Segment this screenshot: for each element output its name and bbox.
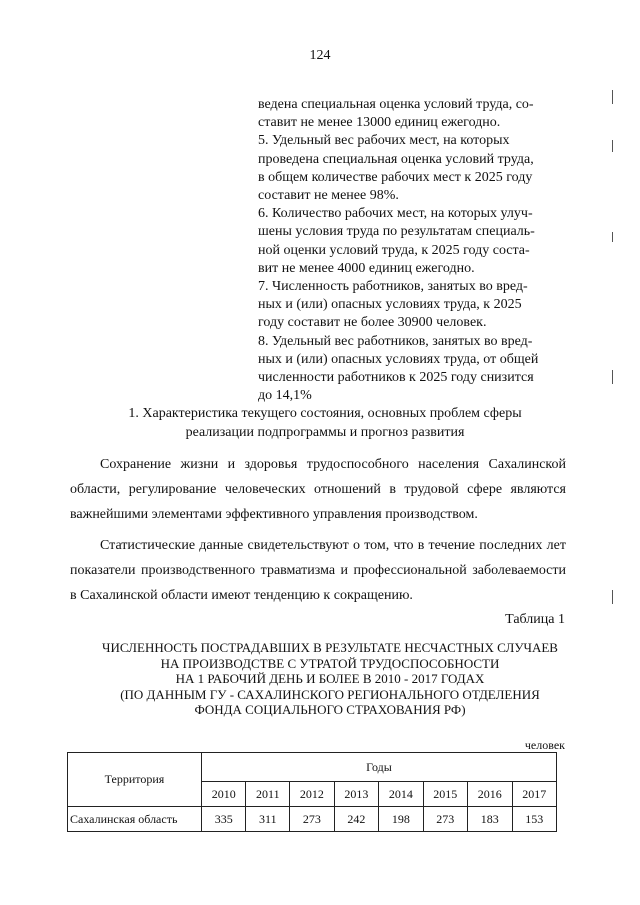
table-title bbox=[60, 640, 600, 718]
section-title-line: 1. Характеристика текущего состояния, основных проблем сферы bbox=[128, 406, 522, 421]
scan-mark bbox=[612, 90, 613, 104]
indicator-line: проведена специальная оценка условий труда, bbox=[258, 151, 534, 167]
indicator-line: ных и (или) опасных условиях труда, к 2025 bbox=[258, 297, 522, 313]
year-cell: 2013 bbox=[334, 782, 378, 807]
table-title-line: НА 1 РАБОЧИЙ ДЕНЬ И БОЛЕЕ В 2010 - 2017 ГОДАХ bbox=[175, 671, 485, 686]
value-cell: 242 bbox=[334, 807, 378, 832]
year-cell: 2010 bbox=[202, 782, 246, 807]
indicator-line: году составит не более 30900 человек. bbox=[258, 315, 487, 331]
scan-mark bbox=[612, 232, 613, 242]
value-cell: 311 bbox=[246, 807, 290, 832]
value-cell: 273 bbox=[290, 807, 334, 832]
paragraph-2 bbox=[70, 533, 566, 608]
year-cell: 2011 bbox=[246, 782, 290, 807]
page-number: 124 bbox=[309, 48, 331, 63]
indicator-line: ведена специальная оценка условий труда, со- bbox=[258, 97, 534, 112]
value-cell: 273 bbox=[423, 807, 467, 832]
year-cell: 2012 bbox=[290, 782, 334, 807]
scan-mark bbox=[612, 590, 613, 604]
value-cell: 183 bbox=[468, 807, 512, 832]
scan-mark bbox=[612, 140, 613, 152]
value-cell: 153 bbox=[512, 807, 557, 832]
value-cell: 335 bbox=[202, 807, 246, 832]
table-title-line: ЧИСЛЕННОСТЬ ПОСТРАДАВШИХ В РЕЗУЛЬТАТЕ НЕСЧАСТНЫХ СЛУЧАЕВ bbox=[102, 640, 558, 655]
indicator-line: вит не менее 4000 единиц ежегодно. bbox=[258, 260, 475, 276]
header-years: Годы bbox=[202, 753, 557, 782]
year-cell: 2015 bbox=[423, 782, 467, 807]
paragraph-text: Статистические данные свидетельствуют о том, что в течение последних лет показатели производственного травматизма и профессиональной заболеваемости в Сахалинской области имеют тенденцию к сокращению. bbox=[70, 538, 566, 603]
table-unit: человек bbox=[524, 738, 565, 752]
table-label: Таблица 1 bbox=[505, 612, 565, 627]
paragraph-text: Сохранение жизни и здоровья трудоспособного населения Сахалинской области, регулирование человеческих отношений в трудовой сфере являются важнейшими элементами эффективного управления производством. bbox=[70, 457, 566, 522]
table-title-line: ФОНДА СОЦИАЛЬНОГО СТРАХОВАНИЯ РФ) bbox=[194, 702, 466, 717]
year-cell: 2014 bbox=[379, 782, 423, 807]
indicator-line: в общем количестве рабочих мест к 2025 году bbox=[258, 169, 533, 185]
indicator-line: шены условия труда по результатам специаль- bbox=[258, 224, 535, 240]
indicator-line: до 14,1% bbox=[258, 388, 312, 404]
section-title-line: реализации подпрограммы и прогноз развития bbox=[185, 425, 465, 440]
indicator-line: 7. Численность работников, занятых во вред- bbox=[258, 279, 528, 295]
injury-table bbox=[67, 752, 557, 832]
territory-cell: Сахалинская область bbox=[68, 807, 202, 832]
table-title-line: НА ПРОИЗВОДСТВЕ С УТРАТОЙ ТРУДОСПОСОБНОСТИ bbox=[160, 655, 500, 671]
indicator-line: ной оценки условий труда, к 2025 году соста- bbox=[258, 242, 530, 258]
indicator-list bbox=[258, 96, 558, 405]
year-cell: 2016 bbox=[468, 782, 512, 807]
section-title bbox=[60, 404, 590, 442]
table-row bbox=[68, 807, 557, 832]
indicator-line: ных и (или) опасных условиях труда, от общей bbox=[258, 351, 539, 367]
value-cell: 198 bbox=[379, 807, 423, 832]
indicator-line: 5. Удельный вес рабочих мест, на которых bbox=[258, 133, 510, 149]
scan-mark bbox=[612, 370, 613, 384]
indicator-line: численности работников к 2025 году снизится bbox=[258, 370, 534, 386]
indicator-line: 8. Удельный вес работников, занятых во вред- bbox=[258, 333, 533, 349]
table-title-line: (ПО ДАННЫМ ГУ - САХАЛИНСКОГО РЕГИОНАЛЬНОГО ОТДЕЛЕНИЯ bbox=[120, 686, 540, 702]
indicator-line: ставит не менее 13000 единиц ежегодно. bbox=[258, 115, 501, 131]
indicator-line: 6. Количество рабочих мест, на которых улуч- bbox=[258, 206, 533, 222]
year-cell: 2017 bbox=[512, 782, 557, 807]
indicator-line: составит не менее 98%. bbox=[258, 188, 399, 204]
header-territory: Территория bbox=[68, 753, 202, 807]
paragraph-1 bbox=[70, 452, 566, 527]
